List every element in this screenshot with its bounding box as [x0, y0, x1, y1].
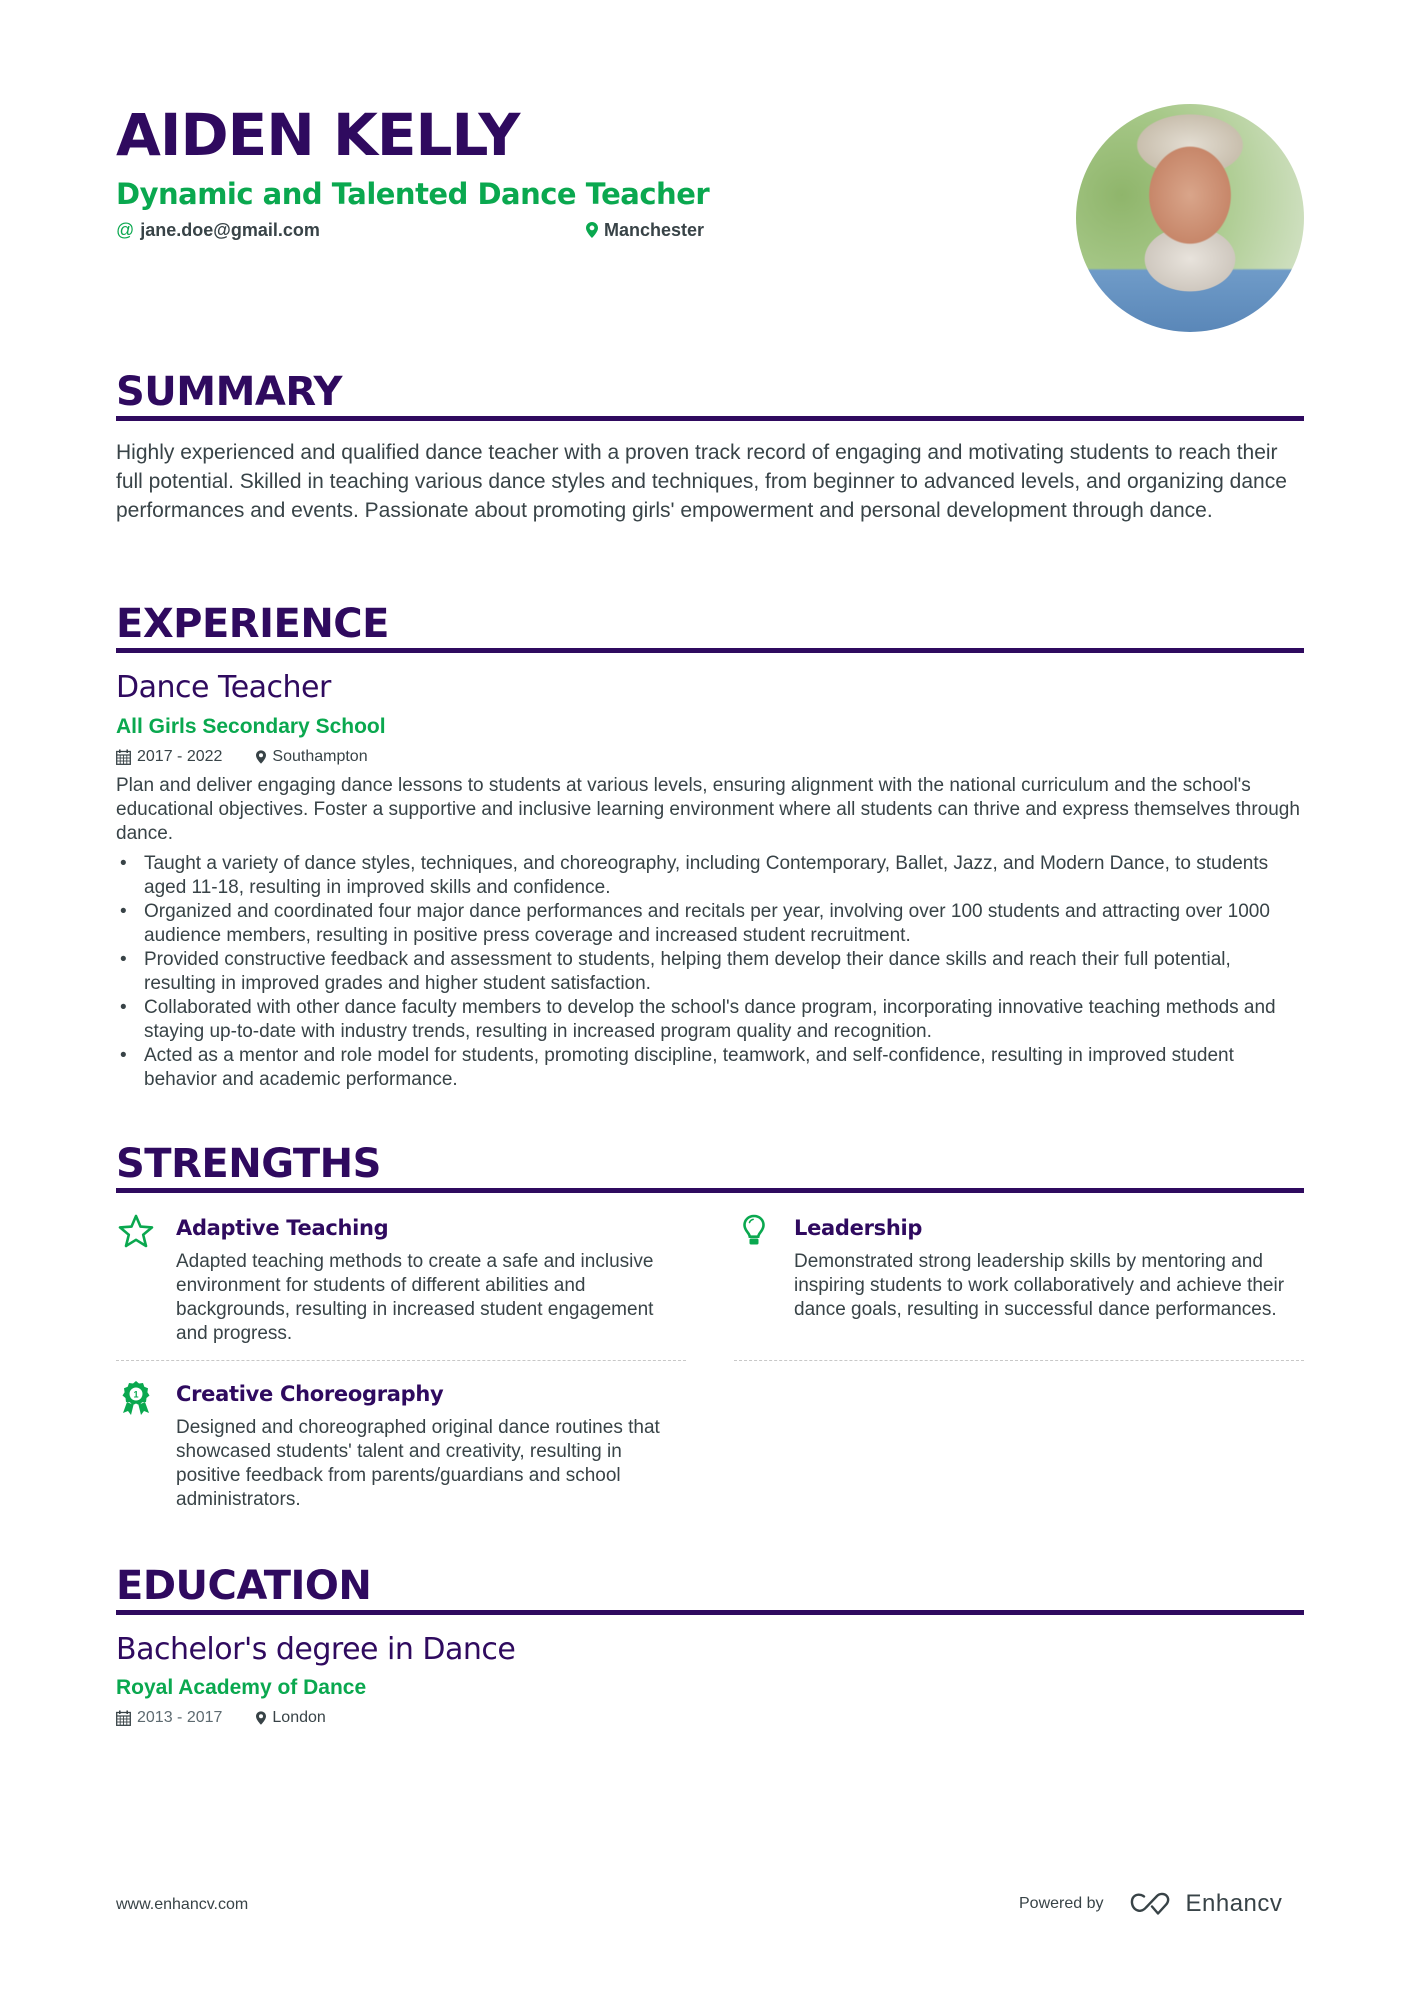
footer-powered-by[interactable] — [1019, 1888, 1282, 1920]
experience-meta — [116, 745, 368, 769]
summary-heading — [116, 368, 1304, 421]
experience-description: Plan and deliver engaging dance lessons to students at various levels, ensuring alignment with the national curriculum and the school's educational objectives. Foster a supportive and inclusive learning environment where all students can thrive and express themselves through dance. — [116, 775, 1300, 844]
strength-title: Adaptive Teaching — [176, 1216, 389, 1240]
award-ribbon-icon — [116, 1380, 156, 1414]
education-dates: 2013 - 2017 — [137, 1709, 223, 1726]
strength-description: Designed and choreographed original dance routines that showcased students' talent and creativity, resulting in positive feedback from parents/guardians and school administrators. — [176, 1417, 660, 1510]
experience-bullet: • Taught a variety of dance styles, techniques, and choreography, including Contemporary, Ballet, Jazz, and Modern Dance, to students aged 11-18, resulting in improved skills and confidence. — [116, 852, 1304, 900]
experience-heading-text: EXPERIENCE — [116, 601, 389, 647]
experience-dates: 2017 - 2022 — [137, 748, 223, 765]
strength-item — [734, 1212, 1304, 1362]
enhancv-logo-icon — [1130, 1892, 1176, 1916]
strength-divider — [734, 1360, 1304, 1361]
strength-divider — [116, 1360, 686, 1361]
experience-location: Southampton — [272, 748, 368, 765]
strength-title: Leadership — [794, 1216, 923, 1240]
education-location: London — [272, 1709, 326, 1726]
contact-location — [586, 218, 704, 242]
brand-name: Enhancv — [1185, 1890, 1283, 1917]
resume-header — [116, 96, 1304, 336]
at-icon: @ — [116, 219, 135, 240]
experience-bullet: • Acted as a mentor and role model for students, promoting discipline, teamwork, and self-confidence, resulting in improved student behavior and academic performance. — [116, 1044, 1304, 1092]
calendar-icon — [116, 749, 131, 765]
experience-bullet: • Provided constructive feedback and assessment to students, helping them develop their dance skills and reach their full potential, resulting in improved grades and higher student satisfaction. — [116, 948, 1304, 996]
svg-text:1: 1 — [133, 1389, 139, 1400]
enhancv-brand — [1130, 1890, 1283, 1918]
experience-bullet: • Organized and coordinated four major dance performances and recitals per year, involving over 100 students and attracting over 1000 audience members, resulting in positive press coverage and increased student recruitment. — [116, 900, 1304, 948]
summary-text: Highly experienced and qualified dance teacher with a proven track record of engaging and motivating students to reach their full potential. Skilled in teaching various dance styles and techniques, from beginner to advanced levels, and organizing dance performances and events. Passionate about promoting girls' empowerment and personal development through dance. — [116, 441, 1287, 522]
education-heading-text: EDUCATION — [116, 1563, 372, 1609]
strength-title: Creative Choreography — [176, 1382, 444, 1406]
strength-description: Demonstrated strong leadership skills by mentoring and inspiring students to work collaboratively and achieve their dance goals, resulting in successful dance performances. — [794, 1251, 1285, 1320]
map-pin-icon — [586, 222, 598, 238]
education-meta — [116, 1706, 326, 1730]
experience-role: Dance Teacher — [116, 670, 331, 705]
location-text: Manchester — [604, 219, 705, 240]
strength-item — [116, 1212, 686, 1362]
lightbulb-icon — [734, 1214, 774, 1248]
education-institution: Royal Academy of Dance — [116, 1676, 367, 1699]
star-icon — [116, 1214, 156, 1248]
experience-organization: All Girls Secondary School — [116, 715, 386, 738]
summary-heading-text: SUMMARY — [116, 369, 342, 415]
email-text: jane.doe@gmail.com — [140, 219, 320, 240]
experience-bullet: • Collaborated with other dance faculty members to develop the school's dance program, incorporating innovative teaching methods and staying up-to-date with industry trends, resulting in increased program quality and recognition. — [116, 996, 1304, 1044]
education-heading — [116, 1562, 1304, 1615]
contact-email[interactable] — [116, 218, 320, 242]
candidate-title: Dynamic and Talented Dance Teacher — [116, 177, 710, 211]
experience-bullets — [116, 852, 1304, 1092]
strength-item — [116, 1378, 686, 1518]
strengths-heading — [116, 1140, 1304, 1193]
education-degree: Bachelor's degree in Dance — [116, 1632, 516, 1667]
candidate-name: AIDEN KELLY — [116, 101, 520, 169]
powered-by-label: Powered by — [1019, 1895, 1104, 1912]
map-pin-icon — [256, 750, 266, 764]
profile-photo — [1076, 104, 1304, 332]
strength-description: Adapted teaching methods to create a safe and inclusive environment for students of different abilities and backgrounds, resulting in increased student engagement and progress. — [176, 1251, 654, 1344]
map-pin-icon — [256, 1711, 266, 1725]
calendar-icon — [116, 1710, 131, 1726]
footer-website-link[interactable]: www.enhancv.com — [116, 1896, 249, 1913]
strengths-heading-text: STRENGTHS — [116, 1141, 381, 1187]
experience-heading — [116, 600, 1304, 653]
